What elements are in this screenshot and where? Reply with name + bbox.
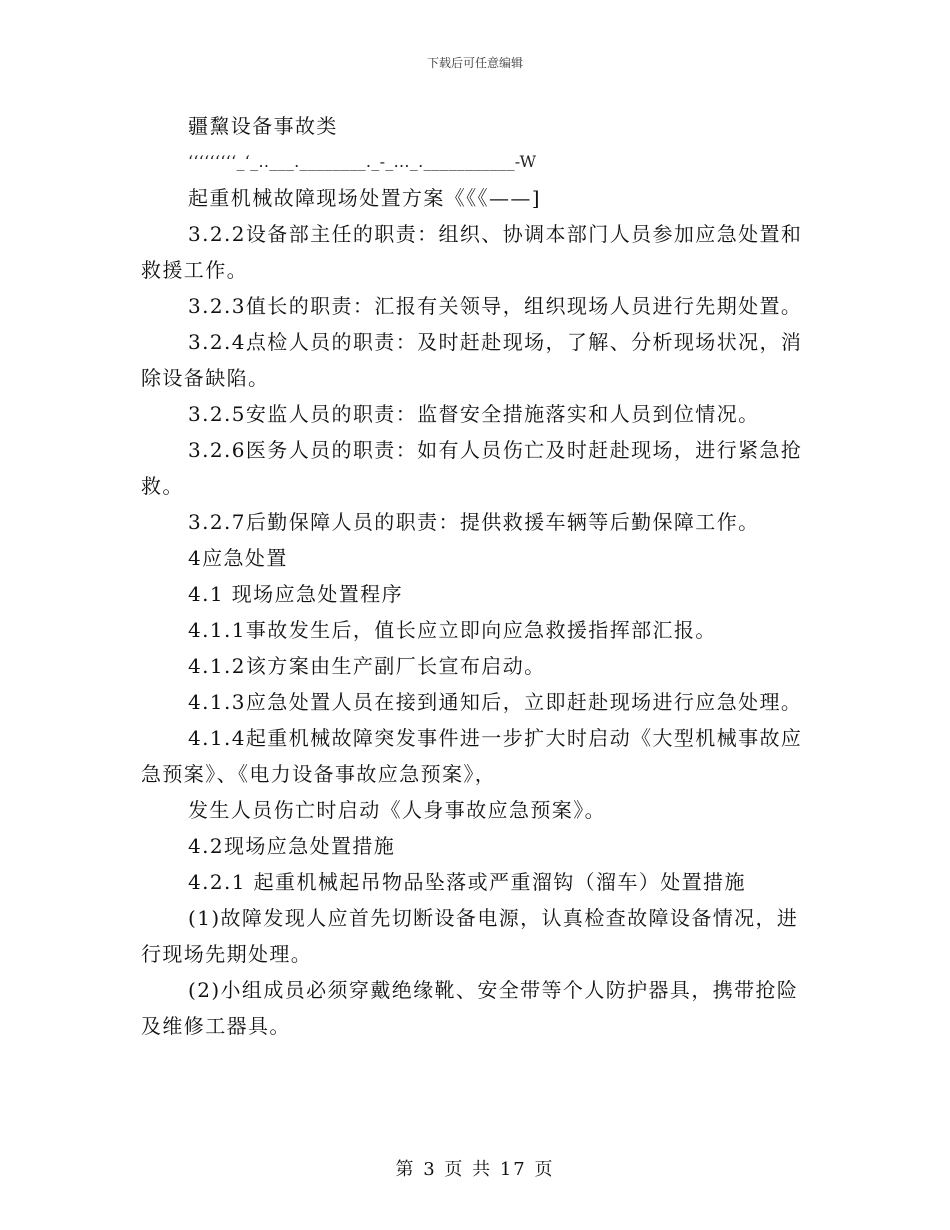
paragraph: 4.2.1 起重机械起吊物品坠落或严重溜钩（溜车）处置措施 <box>188 870 746 894</box>
paragraph: 起重机械故障现场处置方案《《《——] <box>188 186 542 210</box>
paragraph: 3.2.5安监人员的职责：监督安全措施落实和人员到位情况。 <box>188 402 760 426</box>
list-item: (2)小组成员必须穿戴绝缘靴、安全带等个人防护器具，携带抢险及维修工器具。 <box>141 978 799 1038</box>
subsection-heading: 4.2现场应急处置措施 <box>188 834 396 858</box>
paragraph: 3.2.7后勤保障人员的职责：提供救援车辆等后勤保障工作。 <box>188 510 760 534</box>
page-footer: 第 3 页 共 17 页 <box>395 1159 555 1180</box>
paragraph: 疆黧设备事故类 <box>188 114 338 138</box>
paragraph: 3.2.3值长的职责：汇报有关领导，组织现场人员进行先期处置。 <box>188 294 803 318</box>
document-body <box>141 108 811 1044</box>
section-heading: 4应急处置 <box>188 546 288 570</box>
paragraph: 发生人员伤亡时启动《人身事故应急预案》。 <box>188 798 606 822</box>
paragraph: 4.1.1事故发生后，值长应立即向应急救援指挥部汇报。 <box>188 618 717 642</box>
paragraph: 3.2.2设备部主任的职责：组织、协调本部门人员参加应急处置和救援工作。 <box>141 222 803 282</box>
page-header: 下载后可任意编辑 <box>426 56 523 70</box>
paragraph: 4.1.2该方案由生产副厂长宣布启动。 <box>188 654 546 678</box>
list-item: (1)故障发现人应首先切断设备电源，认真检查故障设备情况，进行现场先期处理。 <box>141 906 799 966</box>
paragraph: 4.1.3应急处置人员在接到通知后，立即赶赴现场进行应急处理。 <box>188 690 803 714</box>
paragraph: 3.2.6医务人员的职责：如有人员伤亡及时赶赴现场，进行紧急抢救。 <box>141 438 803 498</box>
subsection-heading: 4.1 现场应急处置程序 <box>188 582 403 606</box>
dotted-line: ‘‘‘‘‘‘‘‘‘_‘_..___.________._-_..._.___________-W <box>188 152 537 171</box>
paragraph: 4.1.4起重机械故障突发事件进一步扩大时启动《大型机械事故应急预案》、《电力设备事故应急预案》， <box>141 726 803 786</box>
paragraph: 3.2.4点检人员的职责：及时赶赴现场，了解、分析现场状况，消除设备缺陷。 <box>141 330 803 390</box>
